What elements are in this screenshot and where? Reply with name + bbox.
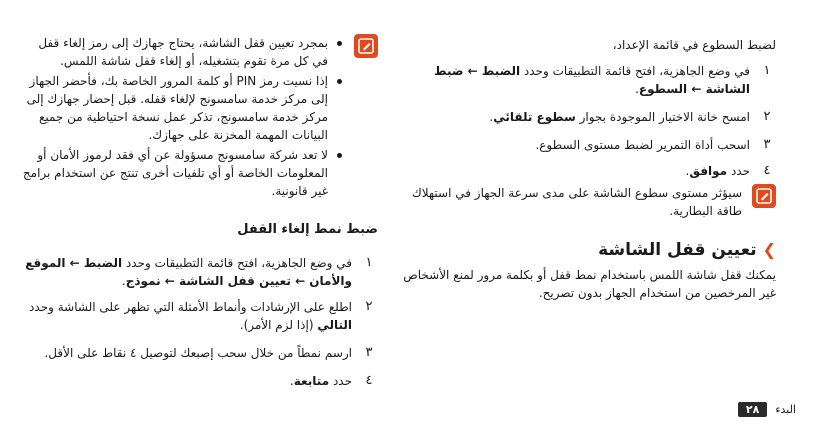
note-text: سيؤثر مستوى سطوع الشاشة على مدى سرعة الجهاز في استهلاك طاقة البطارية. [411, 186, 742, 218]
pattern-step-2 [20, 298, 378, 334]
step-text: ارسم نمطاً من خلال سحب إصبعك لتوصيل ٤ نقاط على الأقل. [44, 346, 352, 360]
step-bold: الضبط ← الموقع والأمان ← تعيين قفل الشاشة ← نموذج [25, 256, 352, 288]
step-number: ١ [365, 255, 373, 270]
pattern-step-4 [20, 372, 378, 390]
step-text: حدد [329, 374, 352, 388]
step-number: ٣ [763, 137, 771, 152]
section-heading-text: تعيين قفل الشاشة [598, 240, 757, 260]
page-number: ٢٨ [738, 402, 767, 417]
brightness-note [396, 184, 776, 220]
step-text-end: . [635, 82, 639, 96]
note-pencil-icon [752, 184, 776, 208]
list-item: لا تعد شركة سامسونج مسؤولة عن أي فقد لرموز الأمان أو المعلومات الخاصة أو أي تلفيات أخرى تنتج عن استخدام برامج غير قانونية. [20, 146, 344, 200]
bullet-list [20, 34, 344, 200]
step-text: في وضع الجاهزية، افتح قائمة التطبيقات وحدد [122, 256, 352, 270]
step-number: ٢ [763, 109, 771, 124]
step-text: امسح خانة الاختيار الموجودة بجوار [575, 110, 750, 124]
step-text-end: . [121, 274, 126, 288]
section-heading [598, 238, 776, 262]
step-bold: متابعة [293, 374, 330, 388]
step-text-end: . [289, 374, 294, 388]
step-number: ٤ [763, 163, 771, 178]
step-text-end: . [489, 110, 494, 124]
brightness-step-2 [396, 108, 776, 126]
step-text: في وضع الجاهزية، افتح قائمة التطبيقات وحدد [520, 64, 750, 78]
lock-notes [20, 34, 378, 202]
note-pencil-icon [354, 34, 378, 58]
step-number: ٣ [365, 345, 373, 360]
list-item: إذا نسيت رمز PIN أو كلمة المرور الخاصة بك، فأحضر الجهاز إلى مركز خدمة سامسونج لإلغاء قفله. قبل إحضار جهازك إلى مركز خدمة سامسونج، تذكر عمل نسخة احتياطية من جميع البيانات المهمة المخزنة على جهازك. [20, 72, 344, 144]
step-number: ١ [763, 63, 771, 78]
brightness-step-3 [396, 136, 776, 154]
section-body: يمكنك قفل شاشة اللمس باستخدام نمط قفل أو بكلمة مرور لمنع الأشخاص غير المرخصين من استخدام الجهاز بدون تصريح. [403, 268, 776, 300]
step-number: ٤ [365, 373, 373, 388]
step-text-end: . [685, 164, 690, 178]
brightness-step-4 [396, 162, 776, 180]
list-item: بمجرد تعيين قفل الشاشة، يحتاج جهازك إلى رمز إلغاء قفل في كل مرة تقوم بتشغيله، أو إلغاء قفل شاشة اللمس. [20, 34, 344, 70]
step-bold: موافق [689, 164, 728, 178]
step-text: اسحب أداة التمرير لضبط مستوى السطوع. [535, 138, 750, 152]
page-footer [738, 402, 796, 417]
footer-label: البدء [775, 403, 796, 416]
brightness-intro: لضبط السطوع في قائمة الإعداد، [612, 38, 776, 52]
step-bold: سطوع تلقائي [493, 110, 576, 124]
pattern-step-1 [20, 254, 378, 290]
step-text-end: (إذا لزم الأمر). [239, 318, 318, 332]
left-column [20, 0, 378, 440]
step-bold: الضبط ← ضبط الشاشة ← السطوع [434, 64, 750, 96]
pattern-step-3 [20, 344, 378, 362]
step-bold: التالي [317, 318, 352, 332]
brightness-step-1 [396, 62, 776, 98]
step-text: اطلع على الإرشادات وأنماط الأمثلة التي تظهر على الشاشة وحدد [29, 300, 352, 314]
chevron-icon: ❯ [762, 240, 776, 259]
step-number: ٢ [365, 299, 373, 314]
step-text: حدد [727, 164, 750, 178]
unlock-pattern-heading: ضبط نمط إلغاء القفل [237, 222, 378, 237]
right-column [396, 0, 776, 440]
